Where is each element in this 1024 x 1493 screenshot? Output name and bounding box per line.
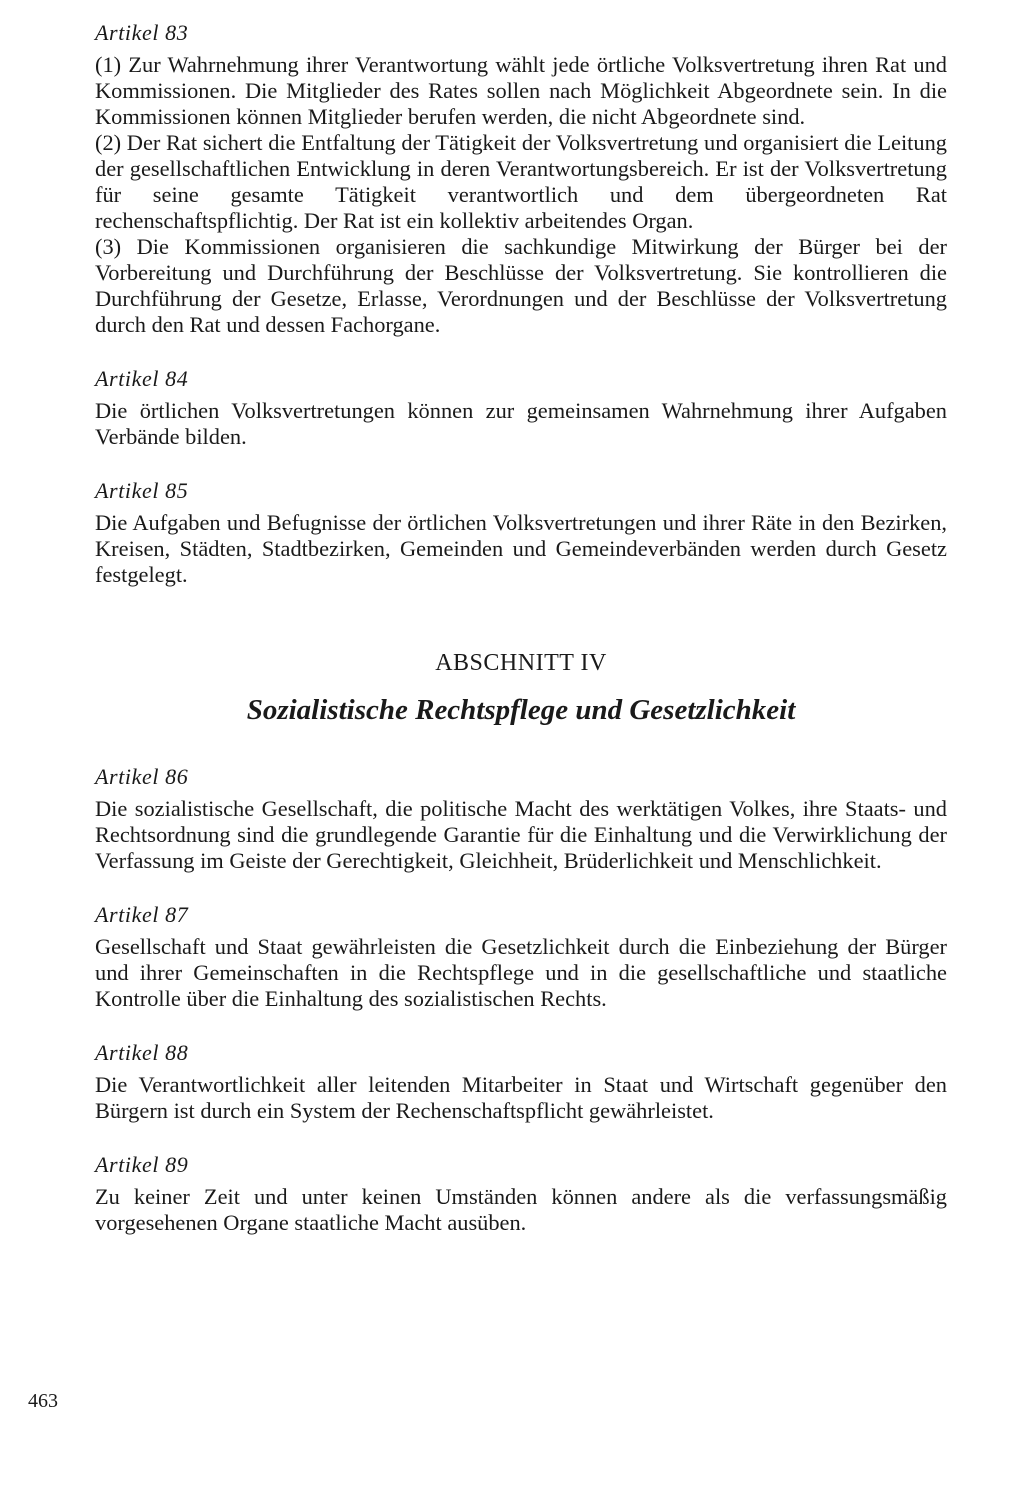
article-paragraph: Die örtlichen Volksvertretungen können zur gemeinsamen Wahrnehmung ihrer Aufgaben Verbände bilden.	[95, 398, 947, 449]
article-paragraph: Gesellschaft und Staat gewährleisten die Gesetzlichkeit durch die Einbeziehung der Bürger und ihrer Gemeinschaften in die Rechtspflege und in die gesellschaftliche und staatliche Kontrolle über die Einhaltung des sozialistischen Rechts.	[95, 934, 947, 1011]
article-85	[95, 476, 947, 588]
article-heading: Artikel 88	[95, 1040, 189, 1065]
article-83	[95, 18, 947, 338]
article-heading: Artikel 87	[95, 902, 189, 927]
article-heading: Artikel 86	[95, 764, 189, 789]
article-88	[95, 1038, 947, 1124]
article-heading: Artikel 83	[95, 20, 189, 45]
article-paragraph: (1) Zur Wahrnehmung ihrer Verantwortung wählt jede örtliche Volksvertretung ihren Rat und Kommissionen. Die Mitglieder des Rates sollen nach Möglichkeit Abgeordnete sein. In die Kommissionen können Mitglieder berufen werden, die nicht Abgeordnete sind.	[95, 52, 947, 129]
section-number: ABSCHNITT IV	[435, 650, 607, 676]
article-paragraph: (2) Der Rat sichert die Entfaltung der Tätigkeit der Volksvertretung und organisiert die Leitung der gesellschaftlichen Entwicklung in deren Verantwortungsbereich. Er ist der Volksvertretung für seine gesamte Tätigkeit verantwortlich und dem übergeordneten Rat rechenschaftspflichtig. Der Rat ist ein kollektiv arbeitendes Organ.	[95, 130, 947, 233]
article-paragraph: Zu keiner Zeit und unter keinen Umständen können andere als die verfassungsmäßig vorgesehenen Organe staatliche Macht ausüben.	[95, 1184, 947, 1235]
page-content	[95, 18, 947, 1236]
section-title: Sozialistische Rechtspflege und Gesetzlichkeit	[246, 694, 796, 726]
article-heading: Artikel 89	[95, 1152, 189, 1177]
article-87	[95, 900, 947, 1012]
article-paragraph: Die Aufgaben und Befugnisse der örtlichen Volksvertretungen und ihrer Räte in den Bezirken, Kreisen, Städten, Stadtbezirken, Gemeinden und Gemeindeverbänden werden durch Gesetz festgelegt.	[95, 510, 947, 587]
page-number: 463	[28, 1390, 58, 1412]
article-86	[95, 762, 947, 874]
article-paragraph: Die sozialistische Gesellschaft, die politische Macht des werktätigen Volkes, ihre Staats- und Rechtsordnung sind die grundlegende Garantie für die Einhaltung und die Verwirklichung der Verfassung im Geiste der Gerechtigkeit, Gleichheit, Brüderlichkeit und Menschlichkeit.	[95, 796, 947, 873]
article-84	[95, 364, 947, 450]
article-89	[95, 1150, 947, 1236]
article-paragraph: Die Verantwortlichkeit aller leitenden Mitarbeiter in Staat und Wirtschaft gegenüber den Bürgern ist durch ein System der Rechenschaftspflicht gewährleistet.	[95, 1072, 947, 1123]
section-header	[95, 648, 947, 728]
article-paragraph: (3) Die Kommissionen organisieren die sachkundige Mitwirkung der Bürger bei der Vorbereitung und Durchführung der Beschlüsse der Volksvertretung. Sie kontrollieren die Durchführung der Gesetze, Erlasse, Verordnungen und der Beschlüsse der Volksvertretung durch den Rat und dessen Fachorgane.	[95, 234, 947, 337]
article-heading: Artikel 84	[95, 366, 189, 391]
article-heading: Artikel 85	[95, 478, 189, 503]
